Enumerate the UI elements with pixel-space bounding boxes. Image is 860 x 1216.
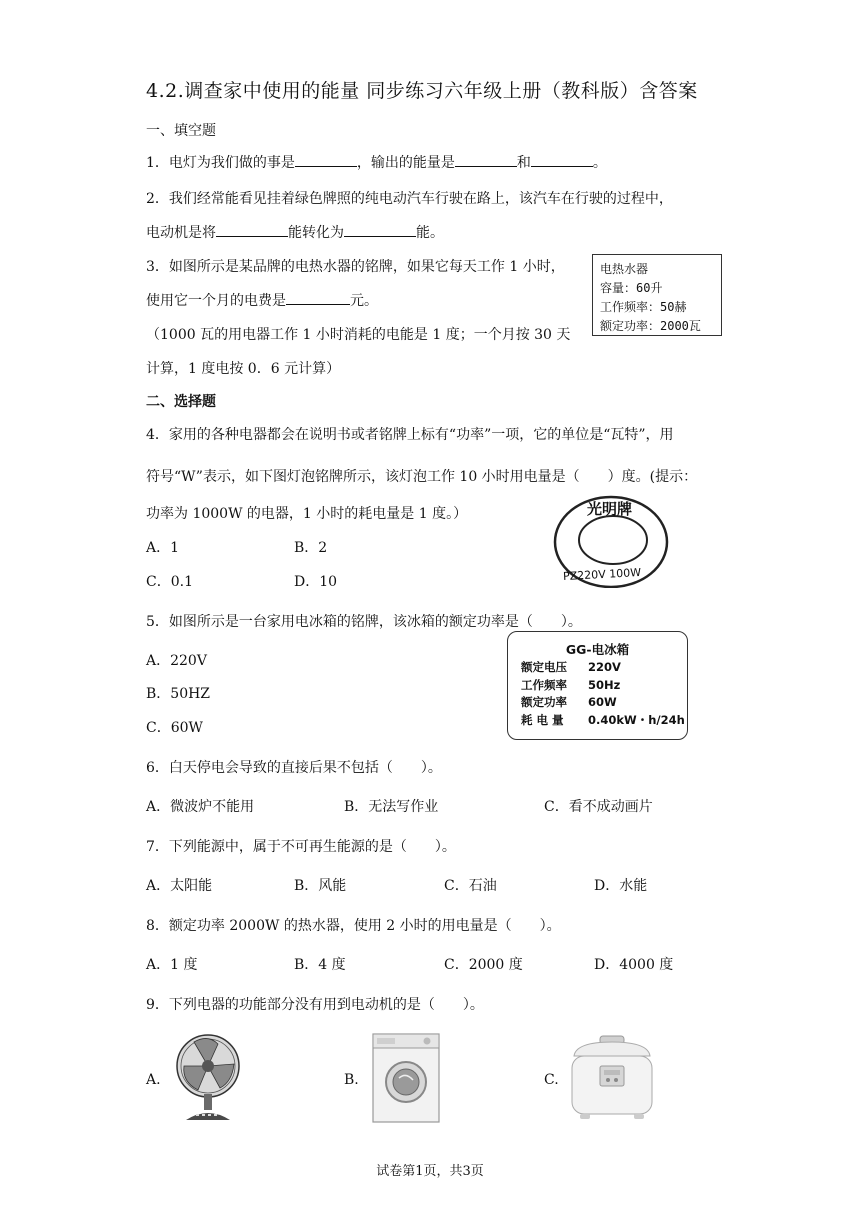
q5-option-c[interactable]: C．60W	[146, 720, 203, 736]
q2-text-b: 能转化为	[288, 225, 344, 241]
q4-option-c[interactable]: C．0.1	[146, 574, 193, 590]
question-2-line-1: 2．我们经常能看见挂着绿色牌照的纯电动汽车行驶在路上，该汽车在行驶的过程中，	[146, 191, 673, 207]
electric-fan-image	[172, 1032, 244, 1128]
nameplate-key: 工作频率	[521, 678, 567, 692]
q6-option-c[interactable]: C．看不成动画片	[544, 799, 653, 815]
washing-machine-image	[371, 1032, 441, 1128]
q3-text-a: 使用它一个月的电费是	[146, 293, 286, 309]
q1-text-d: 。	[592, 155, 607, 171]
question-3-note-2: 计算，1 度电按 0．6 元计算）	[146, 361, 341, 377]
q6-option-b[interactable]: B．无法写作业	[344, 799, 439, 815]
q7-option-a[interactable]: A．太阳能	[146, 878, 213, 894]
q3-text-b: 元。	[350, 293, 378, 309]
nameplate-line: 容量：60升	[600, 281, 663, 295]
nameplate-value: 50Hz	[588, 678, 621, 692]
fridge-nameplate-row	[521, 712, 685, 728]
fridge-nameplate-row	[521, 677, 620, 693]
q3-blank-1[interactable]	[286, 290, 350, 305]
document-title: 4.2.调查家中使用的能量 同步练习六年级上册（教科版）含答案	[146, 80, 698, 102]
q6-option-a[interactable]: A．微波炉不能用	[146, 799, 255, 815]
q9-option-a[interactable]: A.	[146, 1072, 161, 1088]
question-2-line-2	[146, 222, 444, 242]
section-fill-heading: 一、填空题	[146, 123, 216, 139]
question-1	[146, 152, 607, 172]
nameplate-key: 额定功率	[521, 695, 567, 709]
question-8-stem: 8．额定功率 2000W 的热水器，使用 2 小时的用电量是（ ）。	[146, 918, 561, 934]
fridge-nameplate-row	[521, 694, 617, 710]
q7-option-d[interactable]: D．水能	[594, 878, 648, 894]
q2-blank-1[interactable]	[216, 222, 288, 237]
fan-icon	[172, 1032, 244, 1124]
question-3-line-1: 3．如图所示是某品牌的电热水器的铭牌，如果它每天工作 1 小时，	[146, 259, 565, 275]
q1-blank-1[interactable]	[295, 152, 357, 167]
q1-text-a: 1．电灯为我们做的事是	[146, 155, 295, 171]
fridge-nameplate	[507, 631, 688, 740]
bulb-spec-text: PZ220V 100W	[562, 565, 642, 584]
question-6-stem: 6．白天停电会导致的直接后果不包括（ ）。	[146, 760, 442, 776]
rice-cooker-image	[566, 1034, 658, 1126]
fridge-nameplate-title: GG-电冰箱	[565, 642, 630, 657]
bulb-nameplate-image	[551, 492, 669, 588]
q8-option-b[interactable]: B．4 度	[294, 957, 346, 973]
q2-blank-2[interactable]	[344, 222, 416, 237]
nameplate-value: 220V	[588, 660, 621, 674]
nameplate-value: 60W	[588, 695, 617, 709]
q5-option-b[interactable]: B．50HZ	[146, 686, 211, 702]
q5-option-a[interactable]: A．220V	[146, 653, 207, 669]
question-5-stem: 5．如图所示是一台家用电冰箱的铭牌，该冰箱的额定功率是（ ）。	[146, 614, 582, 630]
nameplate-line: 额定功率：2000瓦	[600, 319, 701, 333]
q2-text-c: 能。	[416, 225, 444, 241]
q8-option-a[interactable]: A．1 度	[146, 957, 198, 973]
water-heater-nameplate	[592, 254, 722, 336]
q4-option-a[interactable]: A．1	[146, 540, 180, 556]
q7-option-b[interactable]: B．风能	[294, 878, 347, 894]
question-7-stem: 7．下列能源中，属于不可再生能源的是（ ）。	[146, 839, 456, 855]
nameplate-value: 0.40kW・h/24h	[588, 713, 685, 727]
question-4-line-1: 4．家用的各种电器都会在说明书或者铭牌上标有“功率”一项，它的单位是“瓦特”，用	[146, 427, 674, 443]
bulb-brand-text: 光明牌	[587, 500, 633, 518]
question-3-line-2	[146, 290, 378, 310]
q9-option-b[interactable]: B.	[344, 1072, 359, 1088]
q1-text-b: ，输出的能量是	[356, 155, 455, 171]
q8-option-d[interactable]: D．4000 度	[594, 957, 674, 973]
nameplate-line: 工作频率：50赫	[600, 300, 687, 314]
q9-option-c[interactable]: C.	[544, 1072, 559, 1088]
washing-machine-icon	[371, 1032, 441, 1124]
nameplate-key: 耗 电 量	[521, 713, 564, 727]
q1-blank-3[interactable]	[531, 152, 593, 167]
q1-blank-2[interactable]	[455, 152, 517, 167]
q8-option-c[interactable]: C．2000 度	[444, 957, 523, 973]
rice-cooker-icon	[566, 1034, 658, 1122]
nameplate-key: 额定电压	[521, 660, 567, 674]
q4-option-b[interactable]: B．2	[294, 540, 328, 556]
section-choice-heading: 二、选择题	[146, 394, 216, 410]
q2-text-a: 电动机是将	[146, 225, 216, 241]
fridge-nameplate-row	[521, 659, 621, 675]
nameplate-line: 电热水器	[600, 262, 649, 276]
page-footer: 试卷第1页，共3页	[376, 1164, 484, 1179]
question-3-note-1: （1000 瓦的用电器工作 1 小时消耗的电能是 1 度；一个月按 30 天	[146, 327, 571, 343]
q1-text-c: 和	[516, 155, 531, 171]
question-4-line-2: 符号“W”表示，如下图灯泡铭牌所示，该灯泡工作 10 小时用电量是（ ）度。(提示：	[146, 469, 698, 485]
q4-option-d[interactable]: D．10	[294, 574, 338, 590]
question-9-stem: 9．下列电器的功能部分没有用到电动机的是（ ）。	[146, 997, 484, 1013]
q7-option-c[interactable]: C．石油	[444, 878, 497, 894]
question-4-line-3: 功率为 1000W 的电器，1 小时的耗电量是 1 度。）	[146, 506, 468, 522]
